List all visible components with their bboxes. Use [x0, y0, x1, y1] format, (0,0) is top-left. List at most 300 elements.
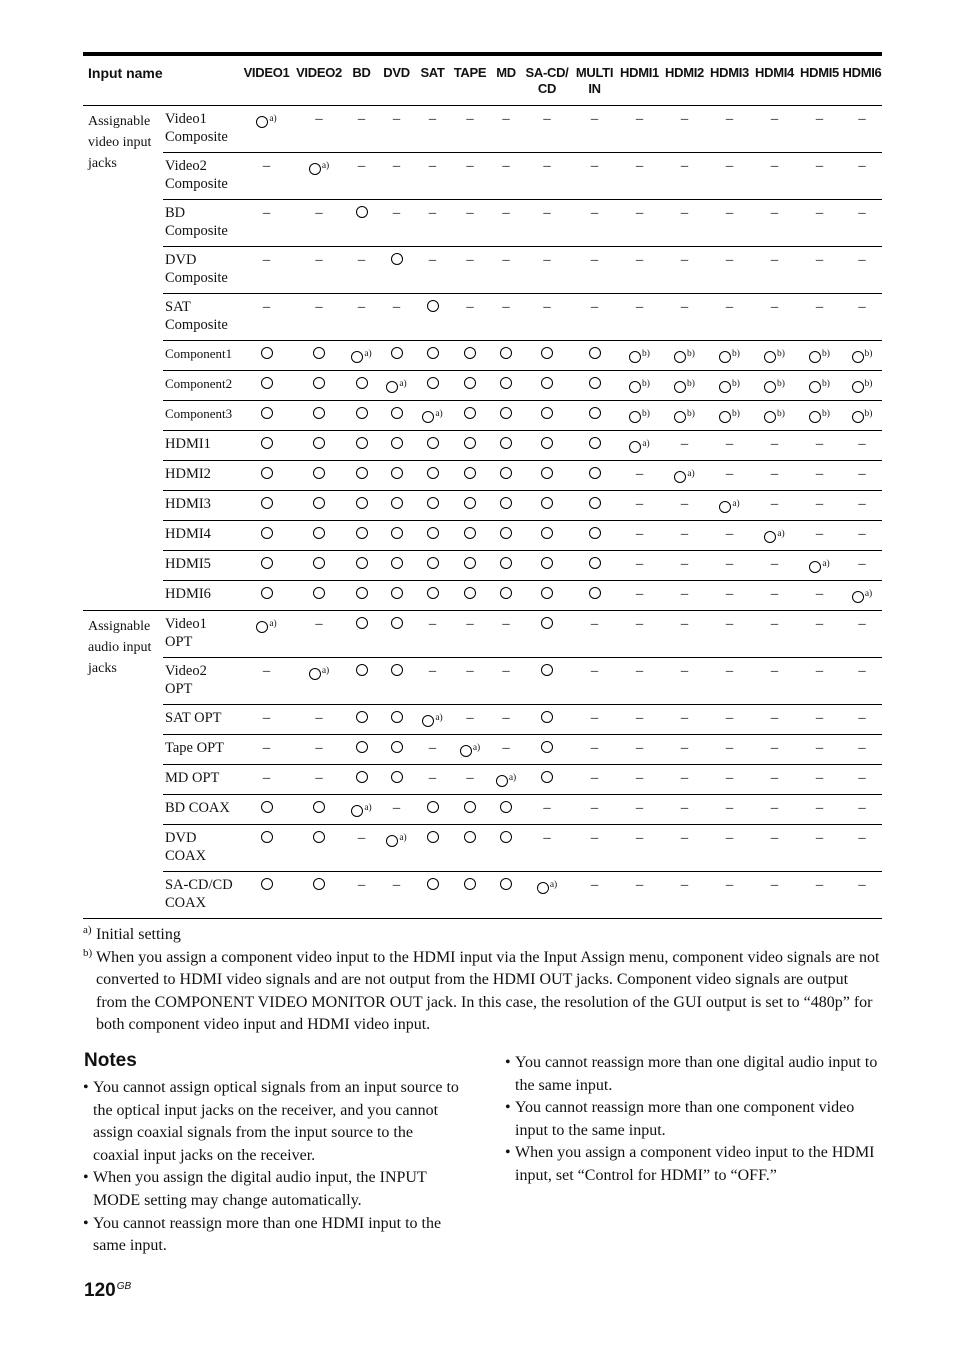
assignable-mark-cell: [378, 705, 415, 735]
not-assignable-cell: [490, 200, 522, 247]
circle-icon: [589, 437, 601, 449]
assignable-mark-cell: [797, 371, 842, 401]
not-assignable-cell: [415, 765, 450, 795]
note-text: When you assign a component video input to the HDMI input, set “Control for HDMI” to “OFF.”: [515, 1144, 875, 1184]
not-assignable-cell: [797, 795, 842, 825]
not-assignable-cell: [617, 611, 662, 658]
assignable-mark-cell: [662, 401, 707, 431]
dash-mark: –: [770, 158, 779, 174]
table-row: [83, 825, 882, 872]
notes-right-column: [505, 1052, 885, 1188]
footnote-ref: a): [508, 773, 517, 783]
table-row: [83, 461, 882, 491]
group-label-line: video input: [88, 135, 152, 150]
not-assignable-cell: [752, 247, 797, 294]
dash-mark: –: [858, 800, 866, 816]
assignable-mark-cell: [522, 765, 572, 795]
notes-left-column: [83, 1077, 463, 1258]
dash-mark: –: [466, 158, 474, 174]
circle-icon: [500, 467, 512, 479]
not-assignable-cell: [240, 735, 293, 765]
column-header-line: CD: [537, 81, 557, 96]
not-assignable-cell: [378, 153, 415, 200]
not-assignable-cell: [572, 106, 617, 153]
dash-mark: –: [635, 586, 644, 602]
circle-icon: [852, 381, 864, 393]
assignable-mark-cell: [490, 431, 522, 461]
not-assignable-cell: [797, 735, 842, 765]
footnote-ref: b): [864, 349, 873, 359]
circle-icon: [589, 467, 601, 479]
not-assignable-cell: [797, 581, 842, 611]
not-assignable-cell: [293, 611, 345, 658]
not-assignable-cell: [617, 247, 662, 294]
circle-icon: [719, 411, 731, 423]
not-assignable-cell: [797, 491, 842, 521]
assignable-mark-cell: [345, 658, 378, 705]
dash-mark: –: [770, 496, 779, 512]
circle-icon: [313, 557, 325, 569]
notes-heading: Notes: [84, 1050, 137, 1071]
not-assignable-cell: [842, 106, 882, 153]
assignable-mark-cell: [293, 825, 345, 872]
jack-name-line: HDMI5: [165, 556, 211, 572]
assignable-mark-cell: [293, 658, 345, 705]
dash-mark: –: [315, 740, 323, 756]
assignable-mark-cell: [345, 491, 378, 521]
dash-mark: –: [725, 466, 734, 482]
dash-mark: –: [466, 111, 474, 127]
dash-mark: –: [815, 740, 824, 756]
dash-mark: –: [635, 466, 644, 482]
jack-name: [163, 825, 240, 872]
circle-icon: [809, 411, 821, 423]
assignable-mark-cell: [415, 401, 450, 431]
dash-mark: –: [770, 586, 779, 602]
not-assignable-cell: [450, 106, 490, 153]
column-header-line: TAPE: [453, 65, 487, 80]
assignable-mark-cell: [293, 153, 345, 200]
assignable-mark-cell: [415, 461, 450, 491]
circle-icon: [427, 801, 439, 813]
not-assignable-cell: [240, 200, 293, 247]
jack-name-line: BD COAX: [165, 800, 230, 816]
dash-mark: –: [815, 496, 824, 512]
circle-icon: [313, 467, 325, 479]
dash-mark: –: [502, 111, 510, 127]
assignable-mark-cell: [617, 341, 662, 371]
not-assignable-cell: [450, 247, 490, 294]
dash-mark: –: [635, 740, 644, 756]
dash-mark: –: [590, 710, 599, 726]
jack-name: [163, 106, 240, 153]
circle-icon: [500, 407, 512, 419]
circle-icon: [674, 351, 686, 363]
column-header-line: HDMI3: [710, 65, 749, 80]
dash-mark: –: [858, 205, 866, 221]
dash-mark: –: [858, 830, 866, 846]
footnote-ref: b): [732, 349, 740, 359]
circle-icon: [427, 377, 439, 389]
dash-mark: –: [680, 556, 689, 572]
circle-icon: [313, 347, 325, 359]
assignable-mark-cell: [490, 551, 522, 581]
dash-mark: –: [680, 710, 689, 726]
not-assignable-cell: [842, 735, 882, 765]
circle-icon: [464, 801, 476, 813]
column-header-line: SAT: [420, 65, 445, 80]
assignable-mark-cell: [293, 341, 345, 371]
assignable-mark-cell: [345, 581, 378, 611]
dash-mark: –: [543, 800, 551, 816]
not-assignable-cell: [572, 247, 617, 294]
not-assignable-cell: [797, 521, 842, 551]
column-header: [490, 54, 522, 106]
dash-mark: –: [858, 770, 866, 786]
note-item: • When you assign a component video input to the HDMI input, set “Control for HDMI” to “OFF.”: [505, 1144, 875, 1184]
jack-name: [163, 551, 240, 581]
circle-icon: [500, 497, 512, 509]
circle-icon: [541, 467, 553, 479]
circle-icon: [391, 617, 403, 629]
not-assignable-cell: [450, 200, 490, 247]
not-assignable-cell: [345, 247, 378, 294]
assignable-mark-cell: [450, 872, 490, 919]
dash-mark: –: [543, 111, 551, 127]
jack-name-line: SAT: [165, 299, 191, 315]
jack-name: [163, 401, 240, 431]
assignable-mark-cell: [490, 491, 522, 521]
dash-mark: –: [725, 299, 734, 315]
circle-icon: [537, 882, 549, 894]
table-row: [83, 200, 882, 247]
circle-icon: [464, 557, 476, 569]
not-assignable-cell: [293, 735, 345, 765]
jack-name: [163, 341, 240, 371]
assignable-mark-cell: [415, 491, 450, 521]
circle-icon: [261, 437, 273, 449]
not-assignable-cell: [378, 872, 415, 919]
jack-name: [163, 294, 240, 341]
circle-icon: [261, 587, 273, 599]
dash-mark: –: [635, 710, 644, 726]
jack-name-line: Component3: [165, 406, 233, 421]
not-assignable-cell: [707, 106, 752, 153]
circle-icon: [764, 411, 776, 423]
not-assignable-cell: [842, 611, 882, 658]
circle-icon: [313, 878, 325, 890]
not-assignable-cell: [752, 153, 797, 200]
assignable-mark-cell: [378, 431, 415, 461]
not-assignable-cell: [450, 611, 490, 658]
dash-mark: –: [858, 436, 866, 452]
circle-icon: [500, 437, 512, 449]
assignable-mark-cell: [240, 431, 293, 461]
assignable-mark-cell: [522, 371, 572, 401]
circle-icon: [500, 801, 512, 813]
dash-mark: –: [315, 710, 323, 726]
assignable-mark-cell: [415, 581, 450, 611]
footnote-ref: b): [687, 409, 695, 419]
not-assignable-cell: [522, 153, 572, 200]
not-assignable-cell: [617, 705, 662, 735]
dash-mark: –: [815, 436, 824, 452]
dash-mark: –: [543, 158, 551, 174]
assignable-mark-cell: [490, 795, 522, 825]
dash-mark: –: [725, 740, 734, 756]
dash-mark: –: [815, 252, 824, 268]
footnote-ref: b): [777, 349, 785, 359]
dash-mark: –: [502, 663, 510, 679]
assignable-mark-cell: [240, 825, 293, 872]
dash-mark: –: [428, 663, 437, 679]
dash-mark: –: [315, 299, 323, 315]
assignable-mark-cell: [378, 658, 415, 705]
jack-name-line: HDMI4: [165, 526, 211, 542]
jack-name-line: Composite: [165, 176, 228, 192]
circle-icon: [541, 377, 553, 389]
dash-mark: –: [392, 158, 401, 174]
dash-mark: –: [502, 252, 510, 268]
table-row: [83, 658, 882, 705]
circle-icon: [541, 347, 553, 359]
circle-icon: [356, 527, 368, 539]
not-assignable-cell: [345, 153, 378, 200]
footnote-ref: a): [321, 161, 330, 171]
circle-icon: [541, 407, 553, 419]
column-header: [842, 54, 882, 106]
not-assignable-cell: [378, 294, 415, 341]
circle-icon: [852, 351, 864, 363]
not-assignable-cell: [662, 551, 707, 581]
circle-icon: [629, 441, 641, 453]
not-assignable-cell: [842, 825, 882, 872]
assignable-mark-cell: [752, 401, 797, 431]
column-header-line: MD: [496, 65, 516, 80]
not-assignable-cell: [617, 153, 662, 200]
not-assignable-cell: [707, 294, 752, 341]
dash-mark: –: [392, 877, 401, 893]
dash-mark: –: [428, 770, 437, 786]
not-assignable-cell: [662, 294, 707, 341]
assignable-mark-cell: [797, 341, 842, 371]
dash-mark: –: [357, 877, 366, 893]
footnote-ref: a): [642, 439, 650, 449]
circle-icon: [313, 407, 325, 419]
assignable-mark-cell: [752, 341, 797, 371]
dash-mark: –: [858, 158, 866, 174]
dash-mark: –: [262, 205, 271, 221]
assignable-mark-cell: [490, 581, 522, 611]
circle-icon: [261, 497, 273, 509]
page-number: [84, 1280, 131, 1302]
not-assignable-cell: [707, 735, 752, 765]
assignable-mark-cell: [415, 825, 450, 872]
circle-icon: [391, 347, 403, 359]
footnote-ref: a): [732, 499, 740, 509]
assignable-mark-cell: [617, 371, 662, 401]
assignable-mark-cell: [415, 872, 450, 919]
circle-icon: [852, 591, 864, 603]
dash-mark: –: [725, 710, 734, 726]
circle-icon: [313, 831, 325, 843]
footnote-ref: b): [732, 379, 740, 389]
circle-icon: [313, 527, 325, 539]
dash-mark: –: [502, 158, 510, 174]
circle-icon: [261, 527, 273, 539]
not-assignable-cell: [752, 581, 797, 611]
circle-icon: [256, 116, 268, 128]
assignable-mark-cell: [240, 371, 293, 401]
dash-mark: –: [357, 111, 366, 127]
not-assignable-cell: [662, 431, 707, 461]
not-assignable-cell: [797, 611, 842, 658]
dash-mark: –: [680, 770, 689, 786]
assignable-mark-cell: [240, 611, 293, 658]
not-assignable-cell: [490, 294, 522, 341]
not-assignable-cell: [415, 200, 450, 247]
jack-name-line: Composite: [165, 223, 228, 239]
dash-mark: –: [815, 770, 824, 786]
not-assignable-cell: [842, 551, 882, 581]
column-header-line: IN: [588, 81, 601, 96]
circle-icon: [356, 407, 368, 419]
dash-mark: –: [770, 663, 779, 679]
circle-icon: [500, 587, 512, 599]
assignable-mark-cell: [345, 795, 378, 825]
dash-mark: –: [725, 556, 734, 572]
not-assignable-cell: [662, 247, 707, 294]
footnote-ref: a): [777, 529, 785, 539]
assignable-mark-cell: [617, 431, 662, 461]
circle-icon: [629, 351, 641, 363]
assignable-mark-cell: [415, 551, 450, 581]
assignable-mark-cell: [378, 825, 415, 872]
not-assignable-cell: [842, 431, 882, 461]
not-assignable-cell: [293, 200, 345, 247]
dash-mark: –: [770, 556, 779, 572]
footnotes: [83, 924, 883, 1037]
dash-mark: –: [635, 526, 644, 542]
column-header: [797, 54, 842, 106]
not-assignable-cell: [450, 765, 490, 795]
group-label: [83, 106, 163, 611]
not-assignable-cell: [617, 658, 662, 705]
circle-icon: [809, 561, 821, 573]
assignable-mark-cell: [415, 341, 450, 371]
not-assignable-cell: [842, 294, 882, 341]
circle-icon: [261, 557, 273, 569]
dash-mark: –: [635, 556, 644, 572]
circle-icon: [427, 497, 439, 509]
not-assignable-cell: [752, 106, 797, 153]
circle-icon: [356, 741, 368, 753]
not-assignable-cell: [707, 765, 752, 795]
not-assignable-cell: [707, 247, 752, 294]
circle-icon: [261, 347, 273, 359]
table-row: [83, 247, 882, 294]
jack-name: [163, 200, 240, 247]
jack-name: [163, 795, 240, 825]
not-assignable-cell: [522, 294, 572, 341]
dash-mark: –: [635, 252, 644, 268]
footnote-ref: b): [777, 409, 785, 419]
circle-icon: [464, 878, 476, 890]
circle-icon: [309, 668, 321, 680]
assignable-mark-cell: [842, 581, 882, 611]
note-text: You cannot reassign more than one component video input to the same input.: [515, 1099, 855, 1139]
circle-icon: [356, 664, 368, 676]
circle-icon: [464, 437, 476, 449]
circle-icon: [719, 381, 731, 393]
note-text: When you assign the digital audio input, the INPUT MODE setting may change automatically.: [93, 1169, 427, 1209]
not-assignable-cell: [752, 765, 797, 795]
not-assignable-cell: [240, 705, 293, 735]
footnote-ref: a): [687, 469, 695, 479]
dash-mark: –: [680, 616, 689, 632]
circle-icon: [809, 351, 821, 363]
circle-icon: [674, 411, 686, 423]
assignable-mark-cell: [345, 705, 378, 735]
assignable-mark-cell: [345, 735, 378, 765]
dash-mark: –: [770, 252, 779, 268]
assignable-mark-cell: [490, 825, 522, 872]
note-text: You cannot reassign more than one digital audio input to the same input.: [515, 1054, 878, 1094]
note-item: • When you assign the digital audio input, the INPUT MODE setting may change automatically.: [83, 1169, 427, 1209]
circle-icon: [464, 377, 476, 389]
dash-mark: –: [858, 111, 866, 127]
column-header: [572, 54, 617, 106]
footnote-mark: a): [83, 924, 92, 936]
circle-icon: [589, 587, 601, 599]
not-assignable-cell: [752, 200, 797, 247]
dash-mark: –: [590, 158, 599, 174]
assignable-mark-cell: [522, 611, 572, 658]
circle-icon: [391, 711, 403, 723]
dash-mark: –: [502, 710, 510, 726]
not-assignable-cell: [450, 294, 490, 341]
circle-icon: [500, 878, 512, 890]
circle-icon: [356, 467, 368, 479]
not-assignable-cell: [707, 551, 752, 581]
dash-mark: –: [590, 252, 599, 268]
not-assignable-cell: [707, 581, 752, 611]
dash-mark: –: [590, 740, 599, 756]
circle-icon: [541, 527, 553, 539]
assignable-mark-cell: [378, 551, 415, 581]
circle-icon: [391, 771, 403, 783]
circle-icon: [313, 587, 325, 599]
circle-icon: [764, 381, 776, 393]
dash-mark: –: [815, 877, 824, 893]
not-assignable-cell: [797, 461, 842, 491]
circle-icon: [541, 711, 553, 723]
dash-mark: –: [262, 710, 271, 726]
table-row: [83, 872, 882, 919]
assignable-mark-cell: [378, 401, 415, 431]
not-assignable-cell: [707, 200, 752, 247]
not-assignable-cell: [522, 200, 572, 247]
dash-mark: –: [466, 299, 474, 315]
dash-mark: –: [680, 800, 689, 816]
circle-icon: [719, 501, 731, 513]
circle-icon: [500, 831, 512, 843]
assignable-mark-cell: [522, 735, 572, 765]
circle-icon: [261, 878, 273, 890]
not-assignable-cell: [617, 765, 662, 795]
assignable-mark-cell: [572, 431, 617, 461]
dash-mark: –: [770, 111, 779, 127]
